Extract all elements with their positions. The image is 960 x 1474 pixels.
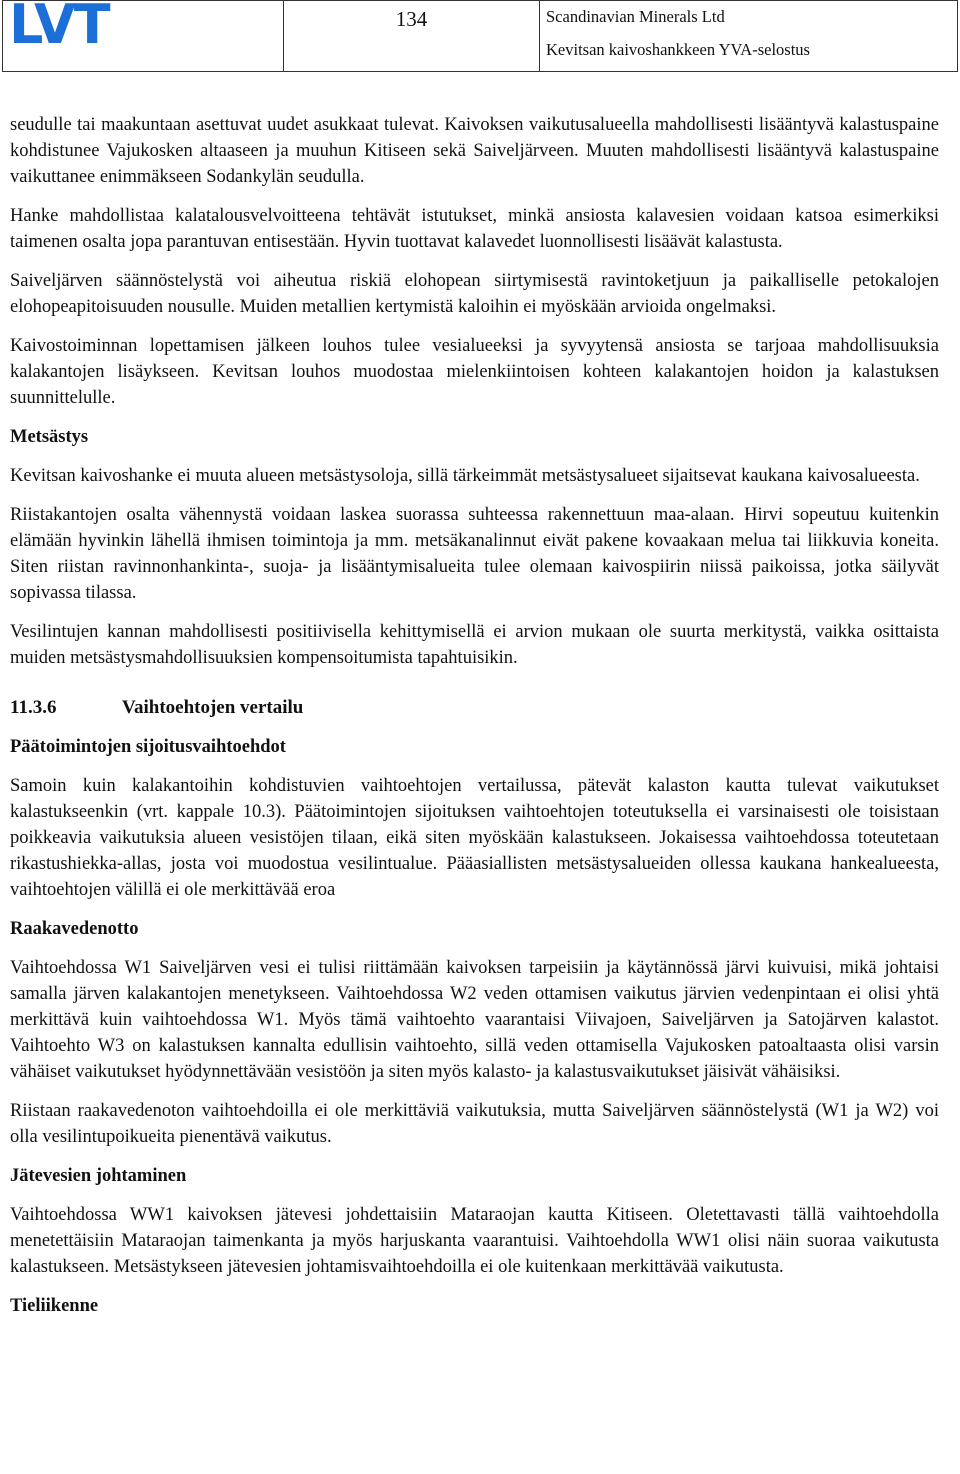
company-name: Scandinavian Minerals Ltd <box>546 7 725 26</box>
paragraph: Vaihtoehdossa WW1 kaivoksen jätevesi johdettaisiin Mataraojan kautta Kitiseen. Oletettavasti tällä vaihtoehdolla menetettäisiin Mataraojan taimenkanta ja myös harjuskanta vaarantuisi. Vaihtoehdolla WW1 olisi näin suoraa vaikutusta kalastukseen. Metsästykseen jätevesien johtamisvaihtoehdoilla ei ole kuitenkaan merkittävää vaikutusta. <box>10 1205 939 1277</box>
paragraph: Riistaan raakavedenoton vaihtoehdoilla ei ole merkittäviä vaikutuksia, mutta Saiveljärven säännöstelystä (W1 ja W2) voi olla vesilintupoikueita pienentävä vaikutus. <box>10 1101 939 1147</box>
section-title: Vaihtoehtojen vertailu <box>122 697 304 718</box>
paragraph: seudulle tai maakuntaan asettuvat uudet asukkaat tulevat. Kaivoksen vaikutusalueella mahdollisesti lisääntyvä kalastuspaine kohdistunee Vajukosken altaaseen ja muuhun Kitiseen sekä Saiveljärveen. Muuten mahdollisesti lisääntyvä kalastuspaine vaikuttanee enimmäkseen Sodankylän seudulla. <box>10 115 939 187</box>
page-number: 134 <box>284 1 540 71</box>
paragraph: Samoin kuin kalakantoihin kohdistuvien vaihtoehtojen vertailussa, pätevät kalaston kautta tulevat vaikutukset kalastukseenkin (vrt. kappale 10.3). Päätoimintojen sijoituksen vaihtoehtojen toteutuksella ei varsinaisesti ole toisistaan poikkeavia vaikutuksia alueen vesistöjen tilaan, eikä siten myöskään kalastukseen. Jokaisessa vaihtoehdossa toteutetaan rikastushiekka-allas, josta voi muodostua vesilintualue. Pääasiallisten metsästysalueiden ollessa kaukana hankealueesta, vaihtoehtojen välillä ei ole merkittävää eroa <box>10 776 939 900</box>
project-title: Kevitsan kaivoshankkeen YVA-selostus <box>546 40 810 59</box>
page-header <box>2 0 958 72</box>
heading-jatevesien-johtaminen: Jätevesien johtaminen <box>10 1166 187 1186</box>
section-heading <box>10 695 939 721</box>
heading-paatoiminnot: Päätoimintojen sijoitusvaihtoehdot <box>10 737 286 757</box>
header-info <box>540 1 957 71</box>
heading-tieliikenne: Tieliikenne <box>10 1296 99 1316</box>
paragraph: Riistakantojen osalta vähennystä voidaan laskea suorassa suhteessa rakennettuun maa-alaan. Hirvi sopeutuu kuitenkin elämään hyvinkin lähellä ihmisen toimintoja ja mm. metsäkanalinnut eivät pakene kovaakaan melua tai liikkuvia koneita. Siten riistan ravinnonhankinta-, suoja- ja lisääntymisalueita tulee olemaan kaivospiirin niissä paikoissa, jotka säilyvät sopivassa tilassa. <box>10 505 939 603</box>
logo-cell <box>3 1 284 71</box>
paragraph: Kaivostoiminnan lopettamisen jälkeen louhos tulee vesialueeksi ja syvyytensä ansiosta se tarjoaa mahdollisuuksia kalakantojen lisäykseen. Kevitsan louhos muodostaa mielenkiintoisen kohteen kalakantojen hoidon ja kalastuksen suunnittelulle. <box>10 336 939 408</box>
paragraph: Kevitsan kaivoshanke ei muuta alueen metsästysoloja, sillä tärkeimmät metsästysalueet sijaitsevat kaukana kaivosalueesta. <box>10 466 920 486</box>
heading-raakavedenotto: Raakavedenotto <box>10 919 139 939</box>
section-number: 11.3.6 <box>10 697 57 718</box>
document-body <box>10 112 939 1319</box>
paragraph: Hanke mahdollistaa kalatalousvelvoitteena tehtävät istutukset, minkä ansiosta kalavesien voidaan katsoa esimerkiksi taimenen osalta jopa parantuvan entisestään. Hyvin tuottavat kalavedet luonnollisesti lisäävät kalastusta. <box>10 206 939 252</box>
heading-metsastys: Metsästys <box>10 427 89 447</box>
paragraph: Saiveljärven säännöstelystä voi aiheutua riskiä elohopean siirtymisestä ravintoketjuun ja paikalliselle petokalojen elohopeapitoisuuden nousulle. Muiden metallien kertymistä kaloihin ei myöskään arvioida ongelmaksi. <box>10 271 939 317</box>
paragraph: Vaihtoehdossa W1 Saiveljärven vesi ei tulisi riittämään kaivoksen tarpeisiin ja käytännössä järvi kuivuisi, mikä johtaisi samalla järven kalakantojen menetykseen. Vaihtoehdossa W2 veden ottamisen vaikutus järvien vedenpintaan ei olisi yhtä merkittävä kuin vaihtoehdossa W1. Myös tämä vaihtoehto vaarantaisi Viivajoen, Saiveljärven ja Satojärven kalastot. Vaihtoehto W3 on kalastuksen kannalta edullisin vaihtoehto, sillä veden ottamisella Vajukosken patoaltaasta olisi varsin vähäiset vaikutukset hyödynnettävään vesistöön ja siten myös kalasto- ja kalastusvaikutukset jäisivät vähäisiksi. <box>10 958 939 1082</box>
lvt-logo: LVT <box>9 1 109 56</box>
paragraph: Vesilintujen kannan mahdollisesti positiivisella kehittymisellä ei arvion mukaan ole suurta merkitystä, vaikka osittaista muiden metsästysmahdollisuuksien kompensoitumista tapahtuisikin. <box>10 622 939 668</box>
